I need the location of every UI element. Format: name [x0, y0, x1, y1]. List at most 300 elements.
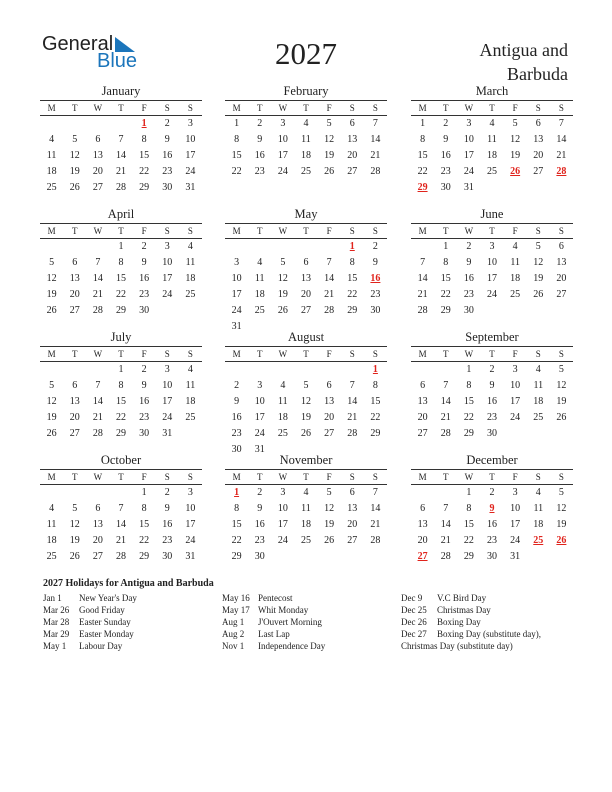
month-title: November [279, 453, 333, 467]
day: 30 [486, 551, 497, 562]
day: 30 [139, 305, 150, 316]
day: 13 [324, 396, 335, 407]
weekday-label: F [326, 472, 332, 482]
empty-cell [294, 239, 317, 255]
weekday-label: F [326, 349, 332, 359]
day: 22 [115, 289, 126, 300]
weekday-label: T [118, 103, 124, 113]
day: 17 [277, 150, 288, 161]
weekday-label: W [93, 103, 103, 113]
weekday-label: S [558, 472, 564, 482]
day: 16 [162, 519, 173, 530]
day: 22 [139, 166, 150, 177]
month-july [40, 330, 202, 442]
day: 19 [46, 289, 57, 300]
day: 23 [254, 166, 265, 177]
weekday-label: S [372, 103, 378, 113]
day: 7 [95, 257, 101, 268]
month-september [411, 330, 573, 442]
empty-cell [434, 485, 457, 501]
weekday-label: S [164, 226, 170, 236]
day: 10 [277, 503, 288, 514]
day: 27 [324, 428, 335, 439]
weekday-label: T [118, 226, 124, 236]
day: 19 [300, 412, 311, 423]
day: 12 [324, 503, 335, 514]
day: 26 [300, 428, 311, 439]
holiday-name: Pentecost [258, 593, 293, 603]
holiday-date: May 16 [222, 593, 250, 603]
day: 18 [300, 519, 311, 530]
holiday-entry [401, 616, 541, 628]
weekday-label: T [303, 472, 309, 482]
holiday-name: New Year's Day [79, 593, 137, 603]
year-title: 2027 [275, 36, 337, 71]
day: 23 [231, 428, 242, 439]
weekday-label: S [187, 349, 193, 359]
holiday-entry [43, 604, 137, 616]
day: 26 [556, 412, 567, 423]
weekday-label: W [278, 349, 288, 359]
day: 29 [115, 305, 126, 316]
empty-cell [434, 362, 457, 378]
month-title: April [107, 207, 135, 221]
day: 28 [92, 305, 103, 316]
weekday-label: M [47, 226, 56, 236]
day: 12 [510, 134, 521, 145]
day: 24 [277, 535, 288, 546]
day: 29 [139, 551, 150, 562]
weekday-label: S [187, 226, 193, 236]
day: 6 [72, 380, 78, 391]
day: 30 [162, 551, 173, 562]
day: 12 [300, 396, 311, 407]
day: 8 [118, 380, 124, 391]
weekday-label: S [558, 226, 564, 236]
day: 24 [254, 428, 265, 439]
day: 11 [487, 134, 497, 145]
day: 18 [185, 273, 196, 284]
month-february [225, 84, 387, 180]
month-december [411, 453, 573, 565]
day-grid [411, 362, 573, 442]
country-name [480, 38, 568, 86]
weekday-label: W [93, 472, 103, 482]
day: 6 [420, 380, 426, 391]
day: 21 [440, 412, 451, 423]
day: 27 [347, 166, 358, 177]
weekday-label: S [372, 349, 378, 359]
day: 23 [486, 535, 497, 546]
weekday-label: W [278, 226, 288, 236]
holiday-day: 26 [556, 535, 567, 546]
holiday-list [43, 578, 583, 651]
weekday-header [40, 469, 202, 485]
day: 7 [372, 118, 378, 129]
day-grid [40, 485, 202, 565]
holiday-entry [222, 592, 325, 604]
day: 2 [466, 241, 472, 252]
day: 6 [95, 503, 101, 514]
day: 31 [231, 321, 242, 332]
day: 18 [300, 150, 311, 161]
day: 22 [463, 535, 474, 546]
weekday-label: W [464, 103, 474, 113]
weekday-header [225, 100, 387, 116]
day: 15 [463, 519, 474, 530]
day: 25 [533, 412, 544, 423]
holiday-entry [401, 628, 541, 640]
day: 13 [69, 396, 80, 407]
weekday-label: F [512, 226, 518, 236]
holiday-date: Dec 27 [401, 629, 427, 639]
day: 10 [277, 134, 288, 145]
day: 21 [92, 289, 103, 300]
weekday-label: F [326, 103, 332, 113]
day: 10 [510, 380, 521, 391]
day: 20 [300, 289, 311, 300]
day: 4 [49, 134, 55, 145]
weekday-header [411, 100, 573, 116]
weekday-label: M [232, 103, 241, 113]
weekday-label: T [489, 349, 495, 359]
day: 30 [370, 305, 381, 316]
weekday-header [40, 346, 202, 362]
day: 25 [300, 535, 311, 546]
day: 17 [510, 519, 521, 530]
holiday-name: Easter Monday [79, 629, 134, 639]
day: 9 [257, 134, 263, 145]
month-august [225, 330, 387, 458]
holiday-column [222, 592, 325, 652]
weekday-label: S [349, 349, 355, 359]
empty-cell [63, 116, 86, 132]
day: 4 [280, 380, 286, 391]
day: 3 [164, 364, 170, 375]
weekday-label: S [558, 103, 564, 113]
day: 26 [324, 535, 335, 546]
weekday-label: S [164, 472, 170, 482]
weekday-label: F [512, 472, 518, 482]
day: 16 [486, 396, 497, 407]
weekday-label: T [489, 472, 495, 482]
day: 25 [277, 428, 288, 439]
empty-cell [63, 362, 86, 378]
day: 3 [234, 257, 240, 268]
weekday-label: S [535, 349, 541, 359]
holiday-entry [43, 640, 137, 652]
day: 1 [420, 118, 426, 129]
day: 4 [303, 487, 309, 498]
weekday-label: T [256, 103, 263, 113]
weekday-label: T [442, 349, 449, 359]
day: 27 [300, 305, 311, 316]
day: 23 [139, 289, 150, 300]
day: 30 [440, 182, 451, 193]
day: 19 [69, 166, 80, 177]
day: 14 [115, 150, 126, 161]
weekday-label: F [512, 103, 518, 113]
day: 1 [466, 487, 472, 498]
day: 9 [141, 380, 147, 391]
day: 1 [443, 241, 449, 252]
day: 24 [231, 305, 242, 316]
weekday-label: S [372, 226, 378, 236]
day: 13 [417, 519, 428, 530]
day: 3 [466, 118, 472, 129]
day: 20 [417, 535, 428, 546]
weekday-label: T [303, 103, 309, 113]
weekday-label: M [418, 349, 427, 359]
empty-cell [40, 116, 63, 132]
day: 10 [486, 257, 497, 268]
day: 30 [254, 551, 265, 562]
day: 18 [510, 273, 521, 284]
day: 13 [347, 134, 358, 145]
day: 30 [139, 428, 150, 439]
holiday-date: Dec 9 [401, 593, 423, 603]
day: 22 [347, 289, 358, 300]
day: 6 [420, 503, 426, 514]
day: 19 [277, 289, 288, 300]
month-may [225, 207, 387, 335]
day: 19 [324, 150, 335, 161]
day: 22 [139, 535, 150, 546]
month-title: February [283, 84, 329, 98]
holiday-date: Dec 26 [401, 617, 427, 627]
day: 11 [301, 503, 311, 514]
day: 20 [69, 289, 80, 300]
day: 15 [115, 396, 126, 407]
day: 13 [556, 257, 567, 268]
day: 24 [277, 166, 288, 177]
day: 16 [231, 412, 242, 423]
day: 11 [533, 380, 544, 391]
day: 29 [440, 305, 451, 316]
day: 13 [92, 519, 103, 530]
day: 14 [115, 519, 126, 530]
day: 1 [234, 118, 240, 129]
day: 24 [486, 289, 497, 300]
holiday-name: Good Friday [79, 605, 125, 615]
day: 17 [162, 396, 173, 407]
day: 12 [324, 134, 335, 145]
holiday-entry [401, 604, 541, 616]
day: 13 [533, 134, 544, 145]
day: 5 [558, 487, 564, 498]
holiday-date: Mar 26 [43, 605, 70, 615]
day: 31 [463, 182, 474, 193]
day: 15 [231, 150, 242, 161]
holiday-entry [43, 592, 137, 604]
day: 10 [162, 257, 173, 268]
day: 28 [440, 428, 451, 439]
day: 9 [164, 134, 170, 145]
holiday-date: Mar 28 [43, 617, 70, 627]
weekday-header [411, 469, 573, 485]
weekday-header [225, 223, 387, 239]
day: 12 [556, 503, 567, 514]
holiday-name: Easter Sunday [79, 617, 131, 627]
day-grid [225, 485, 387, 565]
day: 21 [115, 535, 126, 546]
day: 21 [417, 289, 428, 300]
weekday-label: W [278, 103, 288, 113]
day: 23 [139, 412, 150, 423]
day: 25 [300, 166, 311, 177]
day-grid [40, 239, 202, 319]
day: 25 [185, 412, 196, 423]
weekday-label: F [141, 226, 147, 236]
empty-cell [411, 362, 434, 378]
holiday-entry [43, 616, 137, 628]
weekday-label: S [164, 103, 170, 113]
weekday-label: S [372, 472, 378, 482]
weekday-label: T [118, 349, 124, 359]
day: 24 [185, 535, 196, 546]
day: 10 [463, 134, 474, 145]
day: 7 [95, 380, 101, 391]
day: 14 [440, 396, 451, 407]
day: 19 [556, 396, 567, 407]
holiday-date: May 1 [43, 641, 67, 651]
day: 9 [257, 503, 263, 514]
day: 2 [141, 364, 147, 375]
day: 9 [234, 396, 240, 407]
empty-cell [318, 239, 341, 255]
day: 5 [512, 118, 518, 129]
weekday-label: T [256, 226, 263, 236]
day: 4 [187, 241, 193, 252]
empty-cell [86, 362, 109, 378]
day: 17 [254, 412, 265, 423]
day: 14 [92, 273, 103, 284]
day-grid [40, 362, 202, 442]
day: 3 [489, 241, 495, 252]
day: 5 [49, 257, 55, 268]
day: 22 [231, 166, 242, 177]
day: 28 [370, 535, 381, 546]
day: 19 [324, 519, 335, 530]
day: 4 [489, 118, 495, 129]
weekday-label: F [141, 472, 147, 482]
day: 10 [162, 380, 173, 391]
weekday-label: M [418, 226, 427, 236]
weekday-label: M [418, 472, 427, 482]
holiday-day: 16 [370, 273, 381, 284]
weekday-label: T [256, 349, 263, 359]
day: 13 [347, 503, 358, 514]
day: 29 [139, 182, 150, 193]
holiday-day: 27 [417, 551, 428, 562]
weekday-label: W [278, 472, 288, 482]
day: 13 [417, 396, 428, 407]
day: 6 [535, 118, 541, 129]
day: 17 [231, 289, 242, 300]
month-title: August [287, 330, 325, 344]
holiday-entry [222, 628, 325, 640]
weekday-label: T [71, 349, 78, 359]
day: 24 [463, 166, 474, 177]
day: 2 [257, 118, 263, 129]
day: 20 [92, 166, 103, 177]
day: 30 [486, 428, 497, 439]
day: 29 [115, 428, 126, 439]
day: 22 [231, 535, 242, 546]
day: 26 [324, 166, 335, 177]
country-line-2: Barbuda [507, 64, 568, 84]
day: 15 [463, 396, 474, 407]
day: 6 [95, 134, 101, 145]
day: 27 [533, 166, 544, 177]
day: 15 [139, 150, 150, 161]
day: 17 [463, 150, 474, 161]
day: 9 [466, 257, 472, 268]
holiday-name: Independence Day [258, 641, 326, 651]
day: 25 [486, 166, 497, 177]
month-title: January [101, 84, 141, 98]
day: 12 [277, 273, 288, 284]
day: 21 [370, 519, 381, 530]
day: 26 [69, 182, 80, 193]
day: 24 [185, 166, 196, 177]
day: 18 [533, 396, 544, 407]
holiday-name: Boxing Day (substitute day), [437, 629, 541, 639]
day: 15 [440, 273, 451, 284]
day: 8 [234, 134, 240, 145]
day: 15 [417, 150, 428, 161]
holiday-day: 25 [533, 535, 544, 546]
day: 8 [443, 257, 449, 268]
day: 12 [46, 273, 57, 284]
day-grid [411, 485, 573, 565]
day: 26 [277, 305, 288, 316]
holiday-column [401, 592, 541, 652]
day: 14 [347, 396, 358, 407]
empty-cell [86, 239, 109, 255]
day: 8 [141, 503, 147, 514]
day: 15 [370, 396, 381, 407]
day: 13 [69, 273, 80, 284]
weekday-label: S [535, 226, 541, 236]
holiday-name: Labour Day [79, 641, 123, 651]
day: 29 [463, 551, 474, 562]
day: 22 [440, 289, 451, 300]
day: 4 [535, 364, 541, 375]
day: 28 [115, 551, 126, 562]
month-january [40, 84, 202, 196]
day: 28 [115, 182, 126, 193]
day: 1 [118, 241, 124, 252]
day: 14 [440, 519, 451, 530]
day: 8 [420, 134, 426, 145]
empty-cell [86, 116, 109, 132]
day: 3 [280, 118, 286, 129]
day-grid [411, 116, 573, 196]
day: 17 [185, 519, 196, 530]
weekday-label: T [303, 226, 309, 236]
day: 14 [92, 396, 103, 407]
day: 8 [234, 503, 240, 514]
holiday-day: 29 [417, 182, 428, 193]
empty-cell [225, 239, 248, 255]
empty-cell [294, 362, 317, 378]
holiday-column [43, 592, 137, 652]
day: 24 [162, 289, 173, 300]
month-title: March [475, 84, 509, 98]
day: 7 [443, 503, 449, 514]
day: 5 [535, 241, 541, 252]
